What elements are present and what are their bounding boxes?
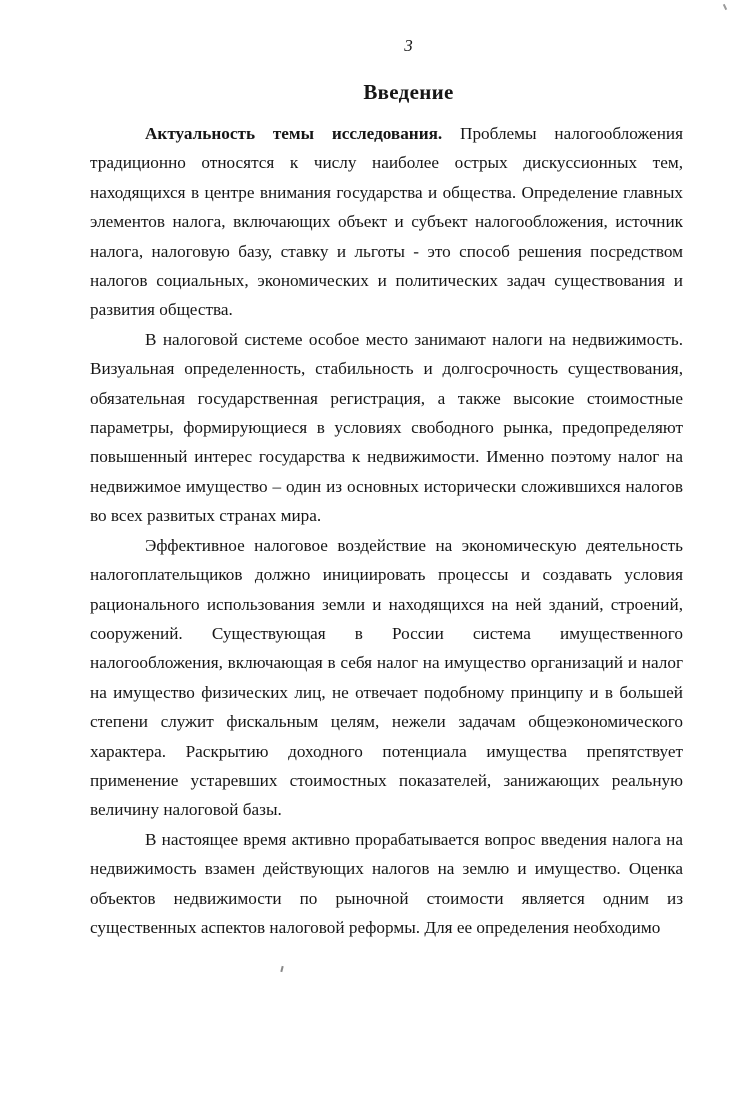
- scan-mark: [723, 4, 727, 10]
- paragraph-lead: Актуальность темы исследования.: [145, 124, 443, 143]
- page-number: 3: [404, 36, 413, 55]
- paragraph-text: Проблемы налогообложения традиционно относятся к числу наиболее острых дискуссионных тем, находящихся в центре внимания государства и общества. Определение главных элементов налога, включающих объект и субъект налогообложения, источник налога, налоговую базу, ставку и льготы - это способ решения посредством налогов социальных, экономических и политических задач существования и развития общества.: [90, 124, 683, 320]
- paragraph-3: Эффективное налоговое воздействие на экономическую деятельность налогоплательщиков должно инициировать процессы и создавать условия рационального использования земли и находящихся на ней зданий, строений, сооружений. Существующая в России система имущественного налогообложения, включающая в себя налог на имущество организаций и налог на имущество физических лиц, не отвечает подобному принципу и в большей степени служит фискальным целям, нежели задачам общеэкономического характера. Раскрытию доходного потенциала имущества препятствует применение устаревших стоимостных показателей, занижающих реальную величину налоговой базы.: [90, 535, 683, 820]
- paragraph-2: В налоговой системе особое место занимают налоги на недвижимость. Визуальная определенность, стабильность и долгосрочность существования, обязательная государственная регистрация, а также высокие стоимостные параметры, формирующиеся в условиях свободного рынка, предопределяют повышенный интерес государства к недвижимости. Именно поэтому налог на недвижимое имущество – один из основных исторически сложившихся налогов во всех развитых странах мира.: [90, 329, 683, 526]
- scan-mark: [280, 966, 283, 972]
- page-title: Введение: [363, 80, 454, 104]
- paragraph-1: [90, 119, 683, 325]
- body-text: [90, 119, 683, 942]
- paragraph-4: В настоящее время активно прорабатывается вопрос введения налога на недвижимость взамен действующих налогов на землю и имущество. Оценка объектов недвижимости по рыночной стоимости является одним из существенных аспектов налоговой реформы. Для ее определения необходимо: [90, 829, 683, 937]
